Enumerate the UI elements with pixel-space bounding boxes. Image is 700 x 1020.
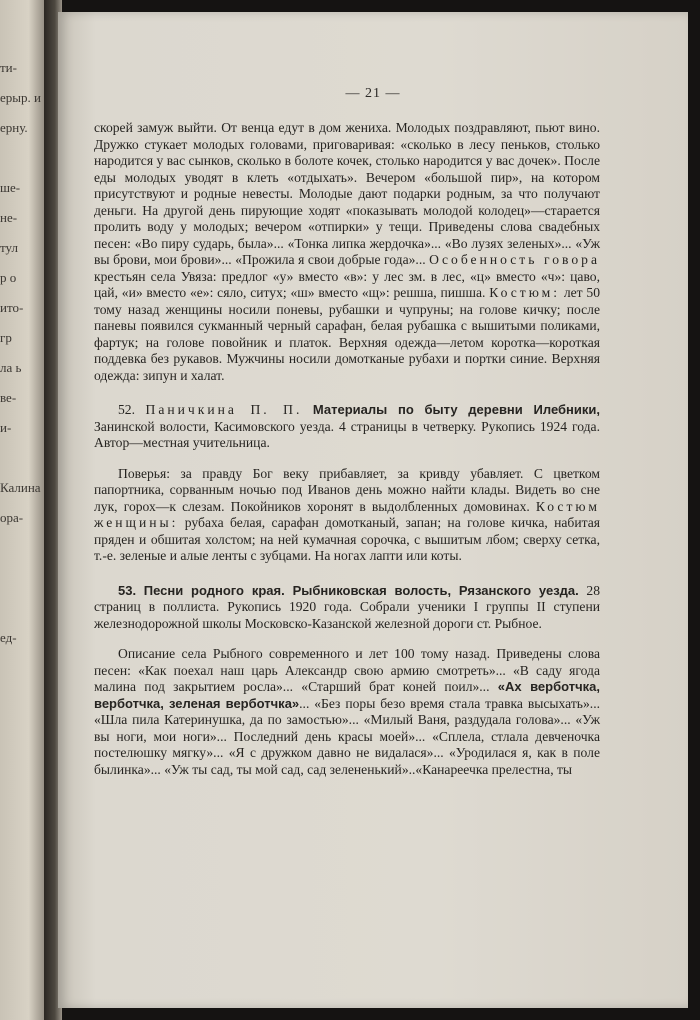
paragraph-songs: Описание села Рыбного современного и лет 100 тому назад. Приведены слова песен: «Как поехал наш царь Александр свою армию смотреть»... «В саду ягода малина под закрытием росла»... «Старший брат коней поил»... «Ах верботчка, верботчка, зеленая верботчка»... «Без поры безо время стала травка высыхать»... «Шла пила Катеринушка, да по замостью»... «Милый Ваня, раздудала голова»... «Уж вы ноги, мои ноги»... Последний день красы моей»... «Сплела, стлала девченочка постелюшку мягку»... «Я с дружком давно не видалася»... «Уродилася я, как в поле былинка»... «Уж ты сад, ты мой сад, сад зелененький»..«Канареечка прелестна, ты bbox=[94, 646, 600, 777]
left-page-text-fragment: и- bbox=[0, 420, 12, 435]
left-page-text-fragment: не- bbox=[0, 210, 18, 225]
page-text bbox=[94, 120, 600, 778]
left-page-text-fragment: ед- bbox=[0, 630, 17, 645]
paragraph-wedding: скорей замуж выйти. От венца едут в дом жениха. Молодых поздравляют, пьют вино. Дружко стукает молодых головами, приговаривая: «сколько в лесу пеньков, столько народится у вас сынков, сколько в болоте кочек, столько народится у вас дочек». После еды молодых уводят в клеть «отдыхать». Вечером «большой пир», на котором присутствуют и родные невесты. Молодые дают подарки родным, за что получают деньги. На другой день пирующие ходят «показывать молодой колодец»—старается пролить воду у молодых; вечером «отпирки» у тещи. Приведены слова свадебных песен: «Во пиру сударь, была»... «Тонка липка жердочка»... «Во лузях зеленых»... «Уж вы брови, мои брови»... «Прожила я свои добрые года»... Особенность говора крестьян села Увяза: предлог «у» вместо «в»: у лес зм. в лес, «ц» вместо «ч»: цаво, цай, «и» вместо «е»: сяло, ситух; «ш» вместо «щ»: решша, пишша. Костюм: лет 50 тому назад женщины носили поневы, рубашки и чупруны; на голове кичку; после паневы появился сукманный черный сарафан, белая рубашка с вышитыми поликами, фартук; на голове повойник и платок. Верхняя одежда—летом коротка—короткая поддевка без рукавов. Мужчины носили домотканые рубахи и портки синие. Верхняя одежда: зипун и халат. bbox=[94, 120, 601, 383]
left-page-text-fragment: тул bbox=[0, 240, 18, 255]
left-page-text-fragment: Калина bbox=[0, 480, 41, 495]
book-page bbox=[58, 12, 688, 1008]
left-page-text-fragment: ерну. bbox=[0, 120, 28, 135]
left-page-text-fragment: ерыр. и bbox=[0, 90, 41, 105]
page-number: — 21 — bbox=[345, 86, 401, 101]
paragraph-beliefs: Поверья: за правду Бог веку прибавляет, за кривду убавляет. С цветком папортника, сорванным ночью под Иванов день можно найти клады. Видеть во сне лук, горох—к слезам. Покойников хоронят в выдолбленных домовинах. Костюм женщины: рубаха белая, сарафан домотканый, запан; на голове кичка, набитая пряден и обшитая холстом; на ней кумачная сорочка, с вышитым лбом; сверху сетка, т.-е. зеленые и алые ленты с зубцами. На ногах лапти или коты. bbox=[94, 465, 600, 563]
left-page-text-fragment: ора- bbox=[0, 510, 24, 525]
left-page-text-fragment: р о bbox=[0, 270, 17, 285]
left-page-text-fragment: гр bbox=[0, 330, 12, 345]
left-page-text-fragment: ше- bbox=[0, 180, 21, 195]
left-page-text-fragment: ти- bbox=[0, 60, 17, 75]
entry-53: 53. Песни родного края. Рыбниковская волость, Рязанского уезда. 28 страниц в поллиста. Рукопись 1920 года. Собрали ученики I группы II ступени железнодорожной школы Московско-Казанской железной дороги ст. Рыбное. bbox=[94, 582, 600, 631]
left-page-text-fragment: ве- bbox=[0, 390, 17, 405]
entry-52: 52. Паничкина П. П. Материалы по быту деревни Илебники, Занинской волости, Касимовского уезда. 4 страницы в четверку. Рукопись 1924 года. Автор—местная учительница. bbox=[94, 402, 600, 450]
left-page-text-fragment: ито- bbox=[0, 300, 24, 315]
left-page-text-fragment: ла ь bbox=[0, 360, 22, 375]
